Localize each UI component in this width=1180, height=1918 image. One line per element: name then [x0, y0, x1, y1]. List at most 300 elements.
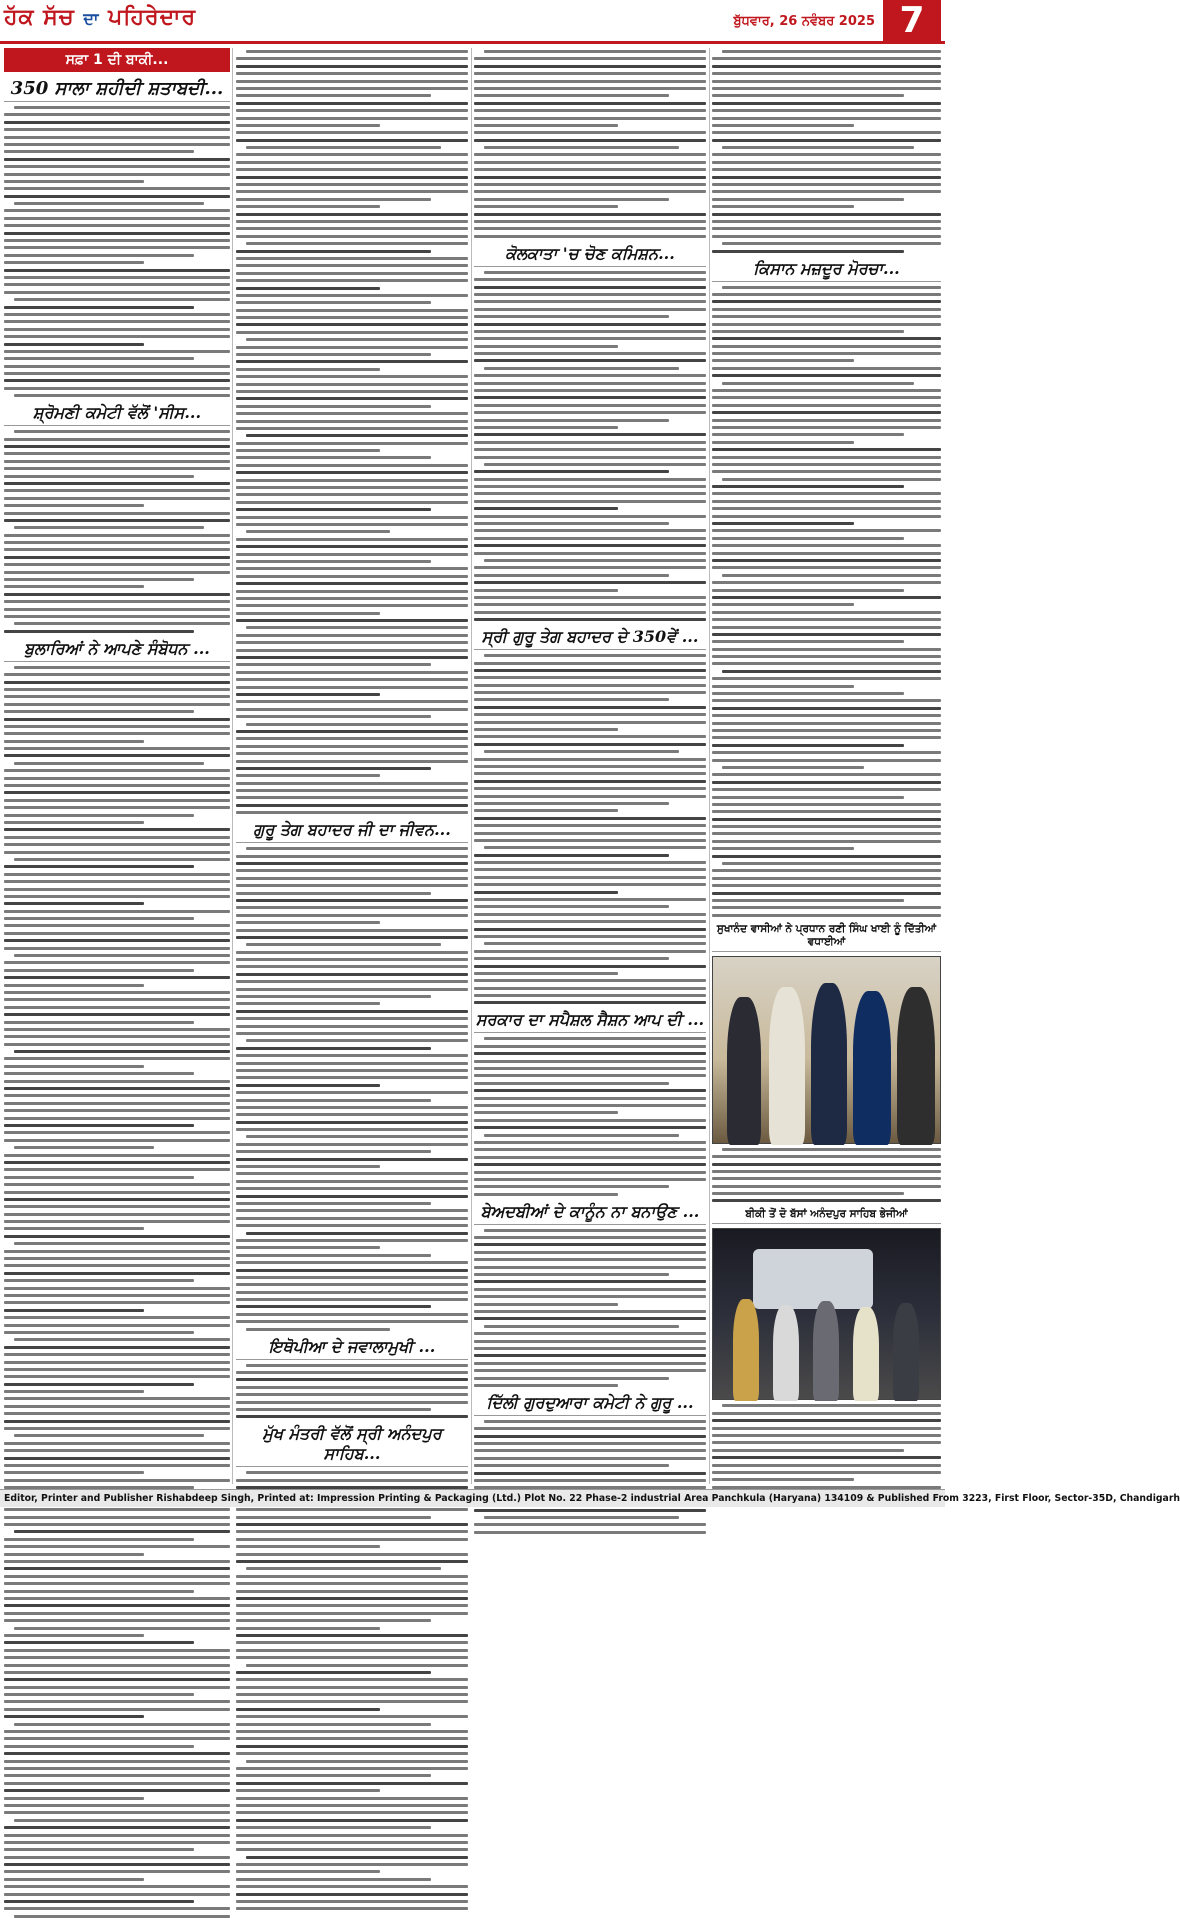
text-line — [236, 109, 468, 112]
text-line — [712, 759, 941, 762]
text-line — [4, 165, 230, 168]
text-line — [712, 1464, 941, 1467]
text-line — [4, 1420, 230, 1423]
text-line — [236, 1671, 431, 1674]
text-line — [4, 1649, 230, 1652]
text-line — [236, 745, 468, 748]
text-line — [474, 1111, 618, 1114]
text-line — [474, 102, 706, 105]
text-line — [474, 905, 669, 908]
text-line — [712, 559, 941, 562]
text-line — [712, 744, 904, 747]
text-line — [4, 1582, 230, 1585]
text-line — [4, 1900, 194, 1903]
text-line — [474, 286, 706, 289]
text-line — [236, 1745, 468, 1748]
text-line — [712, 855, 941, 858]
text-line — [474, 419, 669, 422]
text-line — [4, 1294, 230, 1297]
text-line — [712, 500, 941, 503]
text-line — [236, 1091, 468, 1094]
text-line — [4, 1272, 230, 1275]
text-line — [236, 1907, 468, 1910]
text-line — [4, 1102, 230, 1105]
text-line — [712, 404, 941, 407]
article-body — [4, 430, 230, 633]
text-line — [712, 94, 904, 97]
text-line — [712, 581, 941, 584]
text-line — [4, 1361, 230, 1364]
photo-person — [897, 987, 935, 1145]
text-line — [4, 1124, 194, 1127]
text-line — [712, 692, 904, 695]
text-line — [474, 1479, 706, 1482]
text-line — [4, 1590, 194, 1593]
text-line — [236, 94, 431, 97]
text-line — [474, 1332, 706, 1335]
text-line — [236, 545, 468, 548]
text-line — [4, 718, 230, 721]
text-line — [4, 1397, 230, 1400]
text-line — [236, 1737, 468, 1740]
text-line — [474, 65, 706, 68]
text-line — [236, 168, 468, 171]
text-line — [236, 1678, 468, 1681]
text-line — [712, 611, 941, 614]
text-line — [712, 544, 941, 547]
text-line — [484, 1134, 679, 1137]
text-line — [236, 538, 468, 541]
text-line — [4, 747, 230, 750]
text-line — [474, 611, 706, 614]
text-line — [236, 553, 468, 556]
text-line — [712, 699, 941, 702]
text-line — [474, 1266, 706, 1269]
text-line — [4, 600, 230, 603]
issue-date: ਬੁੱਧਵਾਰ, 26 ਨਵੰਬਰ 2025 — [733, 14, 875, 29]
text-line — [14, 1050, 230, 1053]
text-line — [236, 383, 468, 386]
text-line — [236, 1811, 468, 1814]
text-line — [236, 1386, 468, 1389]
text-line — [712, 337, 941, 340]
text-line — [236, 1113, 468, 1116]
article-body — [4, 106, 230, 397]
text-line — [484, 1420, 706, 1423]
text-line — [474, 758, 706, 761]
text-line — [4, 1774, 230, 1777]
text-line — [236, 213, 468, 216]
text-line — [712, 57, 941, 60]
text-line — [14, 1434, 204, 1437]
text-line — [236, 257, 468, 260]
text-line — [236, 1047, 431, 1050]
column-3 — [474, 48, 706, 1486]
text-line — [4, 313, 230, 316]
text-line — [474, 544, 706, 547]
text-line — [474, 1148, 706, 1151]
text-line — [484, 271, 706, 274]
text-line — [712, 176, 941, 179]
text-line — [712, 463, 941, 466]
text-line — [474, 1449, 706, 1452]
text-line — [474, 382, 706, 385]
text-line — [236, 309, 468, 312]
text-line — [474, 1347, 706, 1350]
text-line — [4, 1730, 230, 1733]
text-line — [712, 566, 941, 569]
text-line — [4, 1767, 230, 1770]
text-line — [474, 920, 706, 923]
text-line — [474, 669, 706, 672]
text-line — [236, 1538, 468, 1541]
text-line — [4, 1457, 230, 1460]
text-line — [4, 1043, 230, 1046]
text-line — [236, 921, 380, 924]
text-line — [4, 1664, 230, 1667]
text-line — [474, 1340, 706, 1343]
text-line — [236, 789, 468, 792]
text-line — [4, 1686, 230, 1689]
text-line — [4, 1309, 144, 1312]
text-line — [4, 1885, 230, 1888]
text-line — [474, 374, 706, 377]
text-line — [4, 932, 230, 935]
photo-caption — [712, 1148, 941, 1203]
text-line — [4, 504, 144, 507]
text-line — [474, 1457, 706, 1460]
text-line — [4, 1567, 230, 1570]
text-line — [236, 1582, 468, 1585]
text-line — [4, 239, 230, 242]
text-line — [474, 876, 706, 879]
article-body — [4, 666, 230, 1918]
text-line — [474, 337, 706, 340]
text-line — [712, 1170, 941, 1173]
text-line — [474, 198, 669, 201]
text-line — [236, 1002, 380, 1005]
text-line — [474, 153, 706, 156]
text-line — [474, 213, 706, 216]
masthead — [0, 0, 945, 44]
text-line — [4, 1878, 144, 1881]
text-line — [712, 869, 941, 872]
text-line — [474, 898, 706, 901]
text-line — [712, 714, 941, 717]
text-line — [4, 1191, 230, 1194]
text-line — [246, 1664, 468, 1667]
text-line — [712, 168, 941, 171]
text-line — [236, 892, 431, 895]
text-line — [474, 1178, 706, 1181]
text-line — [4, 475, 194, 478]
text-line — [236, 420, 468, 423]
text-line — [4, 1597, 230, 1600]
text-line — [4, 873, 230, 876]
text-line — [712, 899, 904, 902]
text-line — [474, 728, 618, 731]
text-line — [236, 316, 468, 319]
article-body — [474, 654, 706, 1004]
text-line — [236, 1804, 468, 1807]
text-line — [4, 1804, 230, 1807]
text-line — [4, 1375, 230, 1378]
text-line — [474, 57, 706, 60]
text-line — [4, 1235, 230, 1238]
text-line — [4, 1471, 144, 1474]
text-line — [712, 633, 941, 636]
text-line — [712, 124, 854, 127]
text-line — [236, 479, 468, 482]
text-line — [236, 752, 468, 755]
text-line — [4, 1612, 230, 1615]
text-line — [4, 961, 230, 964]
text-line — [246, 847, 468, 850]
text-line — [474, 772, 706, 775]
text-line — [4, 843, 230, 846]
text-line — [236, 1062, 468, 1065]
text-line — [712, 213, 941, 216]
text-line — [4, 1656, 230, 1659]
text-line — [474, 979, 706, 982]
text-line — [474, 161, 706, 164]
text-line — [4, 799, 230, 802]
text-line — [474, 735, 706, 738]
text-line — [236, 1767, 468, 1770]
text-line — [236, 877, 468, 880]
text-line — [4, 1479, 230, 1482]
text-line — [236, 855, 468, 858]
text-line — [712, 1199, 941, 1202]
text-line — [474, 124, 618, 127]
text-line — [236, 250, 431, 253]
text-line — [4, 306, 194, 309]
text-line — [236, 590, 468, 593]
article-headline: 350 ਸਾਲਾ ਸ਼ਹੀਦੀ ਸ਼ਤਾਬਦੀ... — [4, 78, 230, 102]
text-line — [236, 634, 468, 637]
text-line — [474, 359, 706, 362]
text-line — [474, 1369, 706, 1372]
text-line — [236, 995, 431, 998]
text-line — [236, 442, 468, 445]
text-line — [474, 72, 706, 75]
text-line — [236, 1106, 468, 1109]
text-line — [4, 1316, 230, 1319]
text-line — [474, 529, 706, 532]
text-line — [236, 1187, 468, 1190]
text-line — [236, 131, 468, 134]
text-line — [4, 150, 194, 153]
text-line — [474, 883, 706, 886]
text-line — [712, 914, 941, 917]
text-line — [712, 877, 941, 880]
text-line — [236, 471, 468, 474]
text-line — [474, 802, 669, 805]
text-line — [4, 1545, 230, 1548]
text-line — [236, 1150, 431, 1153]
text-line — [4, 1560, 230, 1563]
text-line — [4, 814, 194, 817]
text-line — [246, 1328, 390, 1331]
text-line — [4, 519, 230, 522]
text-line — [236, 1723, 431, 1726]
text-line — [712, 729, 941, 732]
text-line — [236, 1789, 380, 1792]
text-line — [4, 865, 194, 868]
article-body — [236, 1471, 468, 1910]
column-rule — [471, 48, 472, 1484]
text-line — [4, 128, 230, 131]
text-line — [712, 847, 854, 850]
text-line — [4, 556, 230, 559]
text-line — [474, 1243, 706, 1246]
text-line — [4, 1139, 230, 1142]
text-line — [4, 1368, 230, 1371]
text-line — [236, 951, 468, 954]
text-line — [236, 760, 468, 763]
text-line — [474, 839, 706, 842]
text-line — [236, 980, 468, 983]
text-line — [4, 1523, 230, 1526]
text-line — [712, 359, 854, 362]
text-line — [14, 622, 230, 625]
photo-person — [853, 1307, 879, 1401]
text-line — [474, 485, 706, 488]
text-line — [236, 604, 468, 607]
text-line — [236, 737, 468, 740]
text-line — [712, 161, 941, 164]
text-line — [236, 767, 431, 770]
text-line — [236, 65, 468, 68]
text-line — [236, 1254, 431, 1257]
text-line — [474, 574, 669, 577]
article-headline: ਸਰਕਾਰ ਦਾ ਸਪੈਸ਼ਲ ਸੈਸ਼ਨ ਆਪ ਦੀ ... — [474, 1010, 706, 1033]
text-line — [236, 1099, 431, 1102]
text-line — [236, 1553, 468, 1556]
text-line — [474, 1362, 706, 1365]
text-line — [236, 1834, 468, 1837]
text-line — [4, 489, 230, 492]
text-line — [474, 928, 706, 931]
text-line — [474, 80, 706, 83]
text-line — [474, 713, 706, 716]
text-line — [722, 574, 941, 577]
photo-person — [727, 997, 761, 1145]
text-line — [236, 294, 468, 297]
text-line — [236, 1408, 431, 1411]
text-line — [4, 710, 194, 713]
text-line — [236, 1371, 468, 1374]
text-line — [4, 1324, 230, 1327]
text-line — [4, 276, 230, 279]
text-line — [712, 677, 941, 680]
text-line — [4, 1021, 194, 1024]
text-line — [474, 861, 706, 864]
text-line — [4, 910, 230, 913]
text-line — [712, 205, 854, 208]
text-line — [236, 708, 468, 711]
text-line — [474, 1442, 706, 1445]
article-headline: ਸ੍ਰੀ ਗੁਰੂ ਤੇਗ ਬਹਾਦਰ ਦੇ 350ਵੇਂ ... — [474, 627, 706, 650]
text-line — [236, 176, 468, 179]
text-line — [474, 1097, 706, 1100]
text-line — [712, 1155, 941, 1158]
text-line — [474, 426, 618, 429]
text-line — [236, 1313, 468, 1316]
text-line — [4, 1094, 230, 1097]
text-line — [474, 1288, 706, 1291]
text-line — [236, 124, 380, 127]
text-line — [712, 396, 941, 399]
text-line — [14, 1530, 230, 1533]
text-line — [236, 560, 431, 563]
text-line — [474, 1045, 706, 1048]
text-line — [236, 493, 468, 496]
text-line — [712, 315, 941, 318]
text-line — [474, 1310, 706, 1313]
text-line — [712, 552, 941, 555]
text-line — [4, 1264, 230, 1267]
text-line — [246, 146, 441, 149]
text-line — [712, 87, 941, 90]
text-line — [712, 190, 941, 193]
text-line — [4, 1205, 230, 1208]
text-line — [236, 619, 468, 622]
text-line — [712, 796, 904, 799]
text-line — [712, 345, 941, 348]
article-headline: ਇਥੋਪੀਆ ਦੇ ਜਵਾਲਾਮੁਖੀ ... — [236, 1337, 468, 1360]
text-line — [4, 1028, 230, 1031]
text-line — [236, 464, 468, 467]
photo-person — [813, 1301, 839, 1401]
text-line — [474, 522, 669, 525]
text-line — [4, 1826, 230, 1829]
article-headline: ਬੁਲਾਰਿਆਂ ਨੇ ਆਪਣੇ ਸੰਬੋਧਨ ... — [4, 639, 230, 662]
text-line — [712, 308, 941, 311]
text-line — [722, 766, 864, 769]
text-line — [712, 788, 941, 791]
text-line — [236, 656, 468, 659]
text-line — [474, 345, 618, 348]
text-line — [712, 892, 941, 895]
article-headline: ਕੋਲਕਾਤਾ 'ਚ ਚੋਣ ਕਮਿਸ਼ਨ... — [474, 244, 706, 267]
text-line — [474, 589, 618, 592]
text-line — [712, 72, 941, 75]
article-body — [474, 1420, 706, 1534]
text-line — [712, 1192, 904, 1195]
text-line — [474, 1185, 669, 1188]
text-line — [236, 1848, 468, 1851]
text-line — [246, 943, 441, 946]
text-line — [712, 906, 941, 909]
text-line — [722, 670, 941, 673]
text-line — [4, 1353, 230, 1356]
text-line — [722, 286, 941, 289]
article-body — [712, 286, 941, 917]
text-line — [474, 176, 706, 179]
logo-left: ਹੱਕ ਸੱਚ — [4, 4, 75, 30]
text-line — [474, 1317, 706, 1320]
text-line — [236, 1224, 468, 1227]
text-line — [712, 884, 941, 887]
text-line — [4, 880, 230, 883]
text-line — [4, 460, 230, 463]
text-line — [474, 1523, 706, 1526]
text-line — [4, 969, 194, 972]
text-line — [4, 1737, 230, 1740]
text-line — [236, 1819, 468, 1822]
text-line — [474, 780, 706, 783]
